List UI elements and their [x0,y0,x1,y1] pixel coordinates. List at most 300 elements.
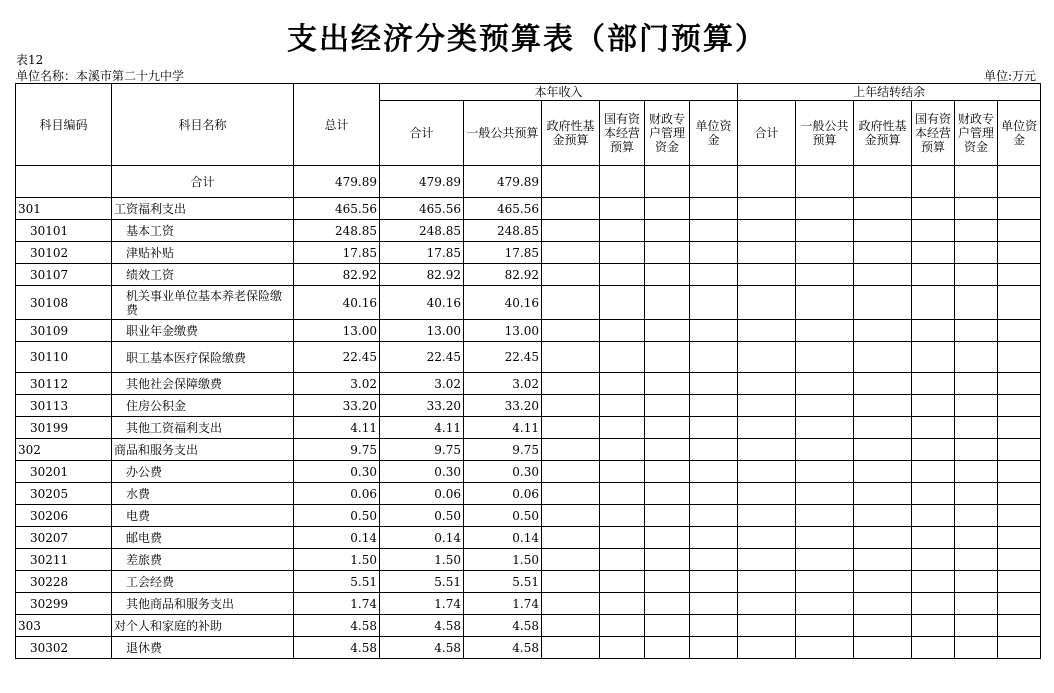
cell-empty [998,417,1041,439]
cell-code: 30205 [16,483,112,505]
cell-empty [690,198,738,220]
cell-empty [645,198,690,220]
cell-name: 基本工资 [112,220,294,242]
cell-empty [600,461,645,483]
cell-empty [998,505,1041,527]
cell-empty [854,461,912,483]
cell-code: 30207 [16,527,112,549]
cell-total: 17.85 [294,242,380,264]
cell-empty [690,527,738,549]
cell-empty [645,166,690,198]
cell-cy-general: 0.50 [464,505,542,527]
cell-empty [690,637,738,659]
header-prior-year: 上年结转结余 [738,84,1041,101]
cell-empty [854,417,912,439]
cell-empty [796,166,854,198]
cell-empty [645,439,690,461]
header-cy-gov-fund: 政府性基金预算 [542,101,600,166]
cell-empty [912,549,955,571]
cell-empty [690,417,738,439]
cell-cy-sum: 465.56 [380,198,464,220]
cell-empty [912,342,955,373]
table-row [16,505,1041,527]
cell-empty [738,342,796,373]
cell-empty [738,198,796,220]
cell-name: 绩效工资 [112,264,294,286]
cell-cy-sum: 5.51 [380,571,464,593]
cell-cy-general: 248.85 [464,220,542,242]
cell-empty [690,320,738,342]
cell-empty [600,615,645,637]
cell-empty [690,342,738,373]
cell-code: 30206 [16,505,112,527]
budget-table [15,83,1041,659]
cell-empty [955,373,998,395]
cell-empty [690,615,738,637]
cell-cy-general: 465.56 [464,198,542,220]
cell-empty [854,286,912,320]
cell-empty [738,320,796,342]
cell-empty [854,483,912,505]
cell-empty [796,505,854,527]
cell-empty [738,166,796,198]
cell-empty [738,264,796,286]
cell-empty [998,342,1041,373]
cell-empty [796,342,854,373]
cell-empty [600,264,645,286]
cell-empty [645,615,690,637]
cell-cy-sum: 0.06 [380,483,464,505]
cell-empty [955,439,998,461]
cell-empty [912,483,955,505]
cell-empty [600,527,645,549]
cell-empty [912,286,955,320]
cell-empty [796,637,854,659]
cell-empty [738,593,796,615]
cell-code: 30110 [16,342,112,373]
cell-empty [998,571,1041,593]
cell-empty [955,198,998,220]
cell-empty [645,264,690,286]
cell-empty [738,417,796,439]
cell-empty [738,505,796,527]
cell-total: 40.16 [294,286,380,320]
cell-name: 退休费 [112,637,294,659]
page-title: 支出经济分类预算表（部门预算） [287,22,767,57]
cell-name: 水费 [112,483,294,505]
cell-empty [600,637,645,659]
cell-code: 30113 [16,395,112,417]
cell-empty [600,373,645,395]
header-code: 科目编码 [16,84,112,166]
cell-empty [738,549,796,571]
cell-empty [738,439,796,461]
cell-empty [912,264,955,286]
cell-cy-general: 9.75 [464,439,542,461]
cell-empty [542,593,600,615]
cell-empty [912,198,955,220]
cell-empty [854,549,912,571]
cell-empty [542,549,600,571]
cell-code: 30199 [16,417,112,439]
cell-cy-sum: 82.92 [380,264,464,286]
cell-name: 其他社会保障缴费 [112,373,294,395]
cell-empty [955,549,998,571]
cell-empty [796,220,854,242]
cell-cy-general: 40.16 [464,286,542,320]
cell-cy-general: 1.50 [464,549,542,571]
cell-empty [796,286,854,320]
cell-empty [600,198,645,220]
cell-code: 30299 [16,593,112,615]
cell-empty [955,483,998,505]
cell-empty [796,439,854,461]
header-name: 科目名称 [112,84,294,166]
header-cy-sum: 合计 [380,101,464,166]
cell-code: 30101 [16,220,112,242]
cell-empty [854,320,912,342]
cell-empty [542,417,600,439]
cell-empty [796,320,854,342]
cell-cy-general: 4.58 [464,615,542,637]
cell-empty [955,615,998,637]
cell-empty [542,373,600,395]
cell-cy-general: 33.20 [464,395,542,417]
cell-empty [998,549,1041,571]
cell-code: 30107 [16,264,112,286]
table-row [16,395,1041,417]
cell-empty [600,571,645,593]
cell-cy-general: 0.06 [464,483,542,505]
cell-empty [645,505,690,527]
cell-code: 30102 [16,242,112,264]
cell-total: 3.02 [294,373,380,395]
cell-total: 465.56 [294,198,380,220]
cell-empty [645,342,690,373]
cell-name: 其他商品和服务支出 [112,593,294,615]
header-py-general: 一般公共预算 [796,101,854,166]
cell-empty [600,320,645,342]
cell-empty [998,439,1041,461]
table-row [16,483,1041,505]
cell-empty [998,166,1041,198]
cell-empty [796,593,854,615]
table-row [16,637,1041,659]
cell-empty [796,527,854,549]
cell-empty [796,571,854,593]
header-py-unit: 单位资金 [998,101,1041,166]
cell-empty [738,483,796,505]
cell-empty [854,166,912,198]
cell-empty [738,373,796,395]
table-row [16,549,1041,571]
cell-cy-sum: 40.16 [380,286,464,320]
cell-empty [998,320,1041,342]
cell-empty [796,264,854,286]
table-row [16,593,1041,615]
cell-empty [854,373,912,395]
cell-name: 合计 [112,166,294,198]
cell-cy-sum: 248.85 [380,220,464,242]
cell-empty [796,549,854,571]
cell-cy-general: 22.45 [464,342,542,373]
table-row [16,439,1041,461]
cell-total: 248.85 [294,220,380,242]
cell-name: 津贴补贴 [112,242,294,264]
cell-empty [690,242,738,264]
cell-empty [600,220,645,242]
cell-empty [955,286,998,320]
cell-cy-general: 13.00 [464,320,542,342]
cell-total: 22.45 [294,342,380,373]
table-row [16,571,1041,593]
cell-total: 1.74 [294,593,380,615]
header-cy-special: 财政专户管理资金 [645,101,690,166]
cell-empty [542,615,600,637]
cell-empty [600,166,645,198]
cell-empty [600,593,645,615]
cell-empty [645,286,690,320]
cell-cy-sum: 4.11 [380,417,464,439]
cell-empty [955,593,998,615]
cell-empty [796,461,854,483]
cell-total: 13.00 [294,320,380,342]
cell-empty [542,461,600,483]
table-row [16,242,1041,264]
cell-code: 301 [16,198,112,220]
cell-cy-sum: 17.85 [380,242,464,264]
cell-name: 商品和服务支出 [112,439,294,461]
cell-empty [645,242,690,264]
cell-empty [645,461,690,483]
cell-empty [645,395,690,417]
cell-empty [955,166,998,198]
cell-total: 9.75 [294,439,380,461]
cell-code [16,166,112,198]
cell-empty [955,505,998,527]
cell-empty [998,198,1041,220]
cell-empty [738,637,796,659]
cell-total: 5.51 [294,571,380,593]
table-row [16,615,1041,637]
cell-empty [738,395,796,417]
cell-total: 0.50 [294,505,380,527]
cell-empty [955,637,998,659]
table-row [16,286,1041,320]
cell-total: 4.11 [294,417,380,439]
cell-empty [955,320,998,342]
cell-empty [645,320,690,342]
cell-empty [955,220,998,242]
cell-empty [600,395,645,417]
cell-total: 0.06 [294,483,380,505]
cell-empty [542,342,600,373]
cell-cy-sum: 13.00 [380,320,464,342]
cell-empty [912,637,955,659]
cell-empty [690,549,738,571]
cell-total: 4.58 [294,637,380,659]
cell-cy-sum: 3.02 [380,373,464,395]
cell-total: 0.14 [294,527,380,549]
cell-empty [690,461,738,483]
cell-empty [690,593,738,615]
cell-empty [738,286,796,320]
cell-empty [955,242,998,264]
cell-empty [955,395,998,417]
table-row [16,220,1041,242]
cell-total: 479.89 [294,166,380,198]
cell-empty [854,505,912,527]
cell-empty [645,483,690,505]
cell-empty [690,264,738,286]
cell-empty [542,166,600,198]
cell-name: 住房公积金 [112,395,294,417]
cell-empty [542,571,600,593]
cell-code: 30108 [16,286,112,320]
cell-empty [912,417,955,439]
cell-empty [600,439,645,461]
header-py-sum: 合计 [738,101,796,166]
table-row [16,342,1041,373]
cell-empty [796,395,854,417]
cell-empty [690,439,738,461]
table-row [16,264,1041,286]
cell-name: 机关事业单位基本养老保险缴费 [112,286,294,320]
cell-empty [796,242,854,264]
cell-empty [600,342,645,373]
cell-empty [542,220,600,242]
cell-empty [600,417,645,439]
cell-empty [738,461,796,483]
cell-empty [645,417,690,439]
cell-empty [645,220,690,242]
cell-empty [600,286,645,320]
header-py-special: 财政专户管理资金 [955,101,998,166]
cell-empty [998,373,1041,395]
cell-empty [690,571,738,593]
cell-empty [955,527,998,549]
cell-empty [912,439,955,461]
cell-empty [955,461,998,483]
cell-empty [690,166,738,198]
cell-empty [645,527,690,549]
cell-code: 30302 [16,637,112,659]
cell-cy-sum: 0.50 [380,505,464,527]
cell-cy-general: 0.14 [464,527,542,549]
cell-empty [542,527,600,549]
cell-empty [738,527,796,549]
cell-empty [542,395,600,417]
cell-empty [542,198,600,220]
table-row [16,373,1041,395]
cell-cy-general: 17.85 [464,242,542,264]
cell-empty [955,571,998,593]
cell-code: 30109 [16,320,112,342]
header-cy-state-capital: 国有资本经营预算 [600,101,645,166]
cell-empty [854,637,912,659]
cell-empty [854,242,912,264]
cell-empty [955,342,998,373]
cell-empty [738,220,796,242]
cell-name: 邮电费 [112,527,294,549]
cell-empty [912,373,955,395]
cell-empty [645,571,690,593]
cell-total: 4.58 [294,615,380,637]
cell-empty [998,527,1041,549]
cell-name: 其他工资福利支出 [112,417,294,439]
cell-name: 工资福利支出 [112,198,294,220]
cell-cy-sum: 0.30 [380,461,464,483]
header-current-year: 本年收入 [380,84,738,101]
cell-empty [912,220,955,242]
cell-empty [645,637,690,659]
cell-empty [738,242,796,264]
cell-empty [854,527,912,549]
cell-empty [600,549,645,571]
cell-cy-general: 3.02 [464,373,542,395]
cell-cy-sum: 0.14 [380,527,464,549]
cell-cy-general: 0.30 [464,461,542,483]
cell-total: 1.50 [294,549,380,571]
cell-empty [998,637,1041,659]
table-row [16,320,1041,342]
table-row [16,166,1041,198]
unit-name: 单位名称：本溪市第二十九中学 [16,69,185,83]
cell-code: 30211 [16,549,112,571]
cell-cy-general: 479.89 [464,166,542,198]
cell-empty [998,220,1041,242]
cell-name: 对个人和家庭的补助 [112,615,294,637]
cell-cy-sum: 33.20 [380,395,464,417]
cell-empty [690,395,738,417]
cell-empty [854,593,912,615]
cell-empty [542,439,600,461]
cell-total: 33.20 [294,395,380,417]
cell-empty [645,593,690,615]
cell-empty [998,483,1041,505]
cell-empty [796,417,854,439]
table-row [16,461,1041,483]
cell-empty [912,593,955,615]
cell-empty [998,264,1041,286]
cell-cy-sum: 1.50 [380,549,464,571]
cell-name: 职工基本医疗保险缴费 [112,342,294,373]
cell-cy-sum: 1.74 [380,593,464,615]
cell-empty [542,637,600,659]
cell-code: 30112 [16,373,112,395]
header-py-gov-fund: 政府性基金预算 [854,101,912,166]
cell-cy-general: 1.74 [464,593,542,615]
cell-empty [912,166,955,198]
cell-empty [690,373,738,395]
table-row [16,527,1041,549]
cell-empty [542,286,600,320]
cell-name: 办公费 [112,461,294,483]
cell-name: 电费 [112,505,294,527]
cell-name: 差旅费 [112,549,294,571]
table-row [16,198,1041,220]
cell-empty [690,220,738,242]
cell-cy-general: 5.51 [464,571,542,593]
cell-empty [912,505,955,527]
cell-empty [912,615,955,637]
cell-empty [854,220,912,242]
cell-empty [912,320,955,342]
cell-total: 0.30 [294,461,380,483]
cell-empty [600,505,645,527]
cell-empty [912,571,955,593]
cell-total: 82.92 [294,264,380,286]
